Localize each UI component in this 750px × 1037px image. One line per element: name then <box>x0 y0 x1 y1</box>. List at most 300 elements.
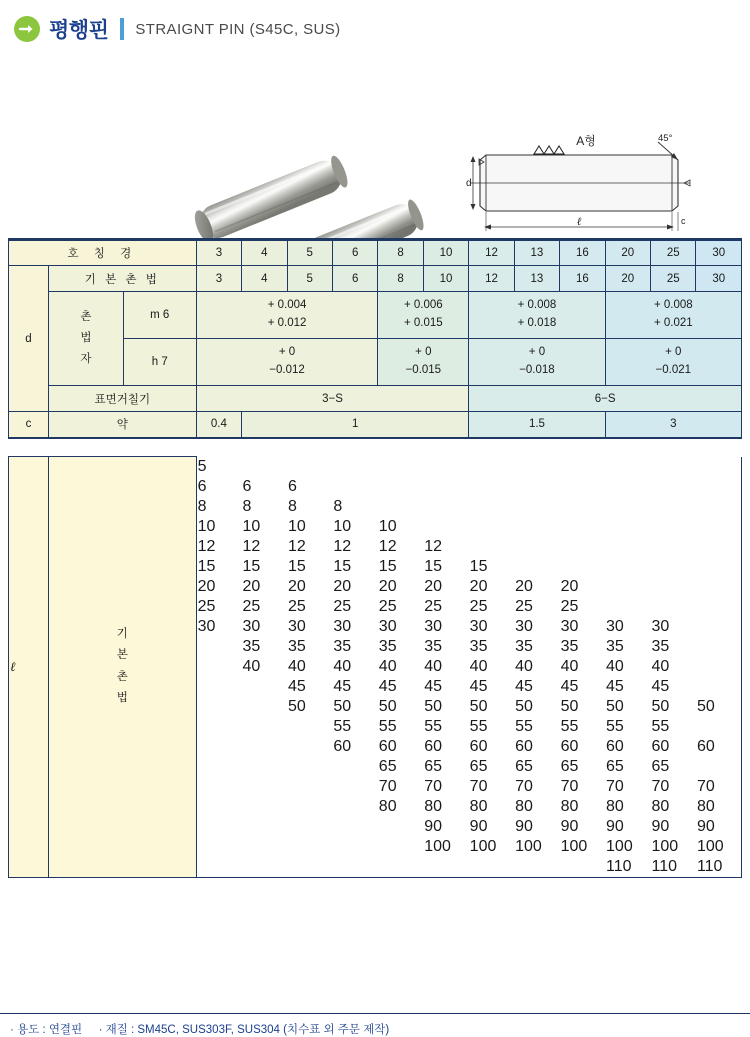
length-value: 12 <box>197 537 216 555</box>
length-value: 45 <box>378 677 397 695</box>
length-empty <box>242 837 287 857</box>
basic-value: 25 <box>651 266 696 292</box>
length-empty <box>378 457 423 477</box>
length-empty <box>605 577 650 597</box>
length-empty <box>378 837 423 857</box>
length-value: 60 <box>560 737 579 755</box>
length-value: 80 <box>651 797 670 815</box>
length-empty <box>287 777 332 797</box>
length-table <box>8 456 742 878</box>
length-value: 25 <box>378 597 397 615</box>
length-empty <box>650 457 695 477</box>
length-value: 55 <box>469 717 488 735</box>
chamfer-value: 1 <box>242 412 469 438</box>
length-empty <box>605 477 650 497</box>
length-value: 12 <box>333 537 352 555</box>
length-empty <box>514 557 559 577</box>
label-group-c: c <box>9 412 49 438</box>
length-value: 45 <box>287 677 306 695</box>
length-value: 20 <box>242 577 261 595</box>
length-empty <box>469 477 514 497</box>
nominal-value: 8 <box>378 240 423 266</box>
length-empty <box>332 837 377 857</box>
length-empty <box>242 677 287 697</box>
length-value: 25 <box>424 597 443 615</box>
tolerance-m6-value: + 0.006 + 0.015 <box>378 292 469 339</box>
length-empty <box>332 777 377 797</box>
length-empty <box>469 517 514 537</box>
length-value: 60 <box>515 737 533 755</box>
length-value: 60 <box>606 737 624 755</box>
length-empty <box>196 737 241 757</box>
label-chamfer-approx: 약 <box>48 412 196 438</box>
length-value: 10 <box>333 517 352 535</box>
nominal-value: 13 <box>514 240 559 266</box>
illustration-band <box>0 46 750 228</box>
length-empty <box>605 457 650 477</box>
length-value: 40 <box>242 657 261 675</box>
length-empty <box>696 637 742 657</box>
length-value: 100 <box>606 837 633 855</box>
length-value: 110 <box>650 857 695 878</box>
length-empty <box>242 797 287 817</box>
length-value: 30 <box>287 617 306 635</box>
tolerance-m6-value: + 0.008 + 0.021 <box>605 292 741 339</box>
length-value: 30 <box>378 617 397 635</box>
length-empty <box>560 557 605 577</box>
length-empty <box>560 517 605 537</box>
length-empty <box>196 677 241 697</box>
basic-value: 12 <box>469 266 514 292</box>
length-value: 40 <box>287 657 306 675</box>
length-empty <box>650 557 695 577</box>
length-value: 30 <box>560 617 579 635</box>
length-empty <box>423 497 468 517</box>
length-empty <box>650 597 695 617</box>
length-value: 20 <box>378 577 397 595</box>
label-m6: m 6 <box>123 292 196 339</box>
length-value: 100 <box>560 837 588 855</box>
length-empty <box>196 777 241 797</box>
length-empty <box>287 737 332 757</box>
length-empty <box>605 517 650 537</box>
length-empty <box>242 717 287 737</box>
length-empty <box>560 477 605 497</box>
length-value: 70 <box>515 777 533 795</box>
length-empty <box>514 457 559 477</box>
nominal-value: 4 <box>242 240 287 266</box>
length-value: 35 <box>242 637 261 655</box>
surface-roughness-value: 3−S <box>196 386 469 412</box>
length-value: 50 <box>424 697 443 715</box>
length-value: 35 <box>469 637 488 655</box>
length-value: 30 <box>606 617 624 635</box>
nominal-value: 10 <box>423 240 468 266</box>
length-empty <box>196 797 241 817</box>
length-value: 35 <box>424 637 443 655</box>
basic-value: 3 <box>196 266 241 292</box>
row-basic-dimension <box>9 266 742 292</box>
length-value: 25 <box>287 597 306 615</box>
length-value: 25 <box>560 597 579 615</box>
length-value: 8 <box>242 497 252 515</box>
length-value: 45 <box>651 677 670 695</box>
length-value: 45 <box>515 677 533 695</box>
length-value: 80 <box>606 797 624 815</box>
length-value: 90 <box>515 817 533 835</box>
length-value: 40 <box>378 657 397 675</box>
length-value: 50 <box>469 697 488 715</box>
length-value: 100 <box>515 837 542 855</box>
length-empty <box>287 837 332 857</box>
length-empty <box>560 457 605 477</box>
label-group-d: d <box>9 266 49 412</box>
length-empty <box>287 457 332 477</box>
label-surface-roughness: 표면거칠기 <box>48 386 196 412</box>
length-value: 60 <box>333 737 352 755</box>
length-value: 40 <box>424 657 443 675</box>
length-empty <box>242 817 287 837</box>
length-value: 55 <box>424 717 443 735</box>
length-value: 100 <box>651 837 679 855</box>
length-value: 20 <box>333 577 352 595</box>
length-value: 90 <box>651 817 670 835</box>
row-nominal-diameter <box>9 240 742 266</box>
page-title-korean: 평행핀 <box>49 19 109 42</box>
length-value: 15 <box>378 557 397 575</box>
dim-l-label: ℓ <box>576 216 582 228</box>
length-empty <box>242 777 287 797</box>
nominal-value: 3 <box>196 240 241 266</box>
length-value: 10 <box>378 517 397 535</box>
row-surface-roughness <box>9 386 742 412</box>
length-value: 80 <box>515 797 533 815</box>
length-value: 50 <box>287 697 306 715</box>
length-value: 6 <box>287 477 297 495</box>
length-value: 55 <box>560 717 579 735</box>
length-value: 35 <box>606 637 624 655</box>
length-empty <box>378 497 423 517</box>
length-empty <box>378 477 423 497</box>
length-value: 50 <box>651 697 670 715</box>
surface-roughness-value: 6−S <box>469 386 742 412</box>
length-value: 65 <box>378 757 397 775</box>
nominal-value: 25 <box>651 240 696 266</box>
length-value: 50 <box>333 697 352 715</box>
length-value: 55 <box>651 717 670 735</box>
length-empty <box>469 857 514 878</box>
length-value: 20 <box>197 577 216 595</box>
specification-table <box>8 238 742 439</box>
length-row <box>9 457 742 477</box>
length-value: 50 <box>515 697 533 715</box>
length-value: 80 <box>469 797 488 815</box>
length-value: 90 <box>560 817 579 835</box>
length-empty <box>196 637 241 657</box>
title-divider <box>120 18 124 40</box>
length-value: 70 <box>469 777 488 795</box>
length-value: 25 <box>469 597 488 615</box>
length-value: 25 <box>242 597 261 615</box>
nominal-value: 6 <box>332 240 377 266</box>
basic-value: 5 <box>287 266 332 292</box>
length-empty <box>242 697 287 717</box>
length-value: 65 <box>651 757 670 775</box>
length-empty <box>514 537 559 557</box>
length-value: 90 <box>469 817 488 835</box>
chamfer-value: 1.5 <box>469 412 605 438</box>
tolerance-h7-value: + 0 −0.018 <box>469 339 605 386</box>
length-empty <box>423 477 468 497</box>
length-empty <box>696 757 742 777</box>
length-value: 50 <box>696 697 742 717</box>
length-empty <box>696 477 742 497</box>
length-value: 15 <box>197 557 216 575</box>
length-value: 8 <box>333 497 343 515</box>
length-value: 8 <box>287 497 297 515</box>
length-value: 30 <box>424 617 443 635</box>
footer-material: · 재질 : SM45C, SUS303F, SUS304 (치수표 외 주문 제작) <box>98 1024 390 1036</box>
length-empty <box>242 757 287 777</box>
length-value: 35 <box>651 637 670 655</box>
tolerance-h7-value: + 0 −0.021 <box>605 339 741 386</box>
length-value: 45 <box>333 677 352 695</box>
arrow-right-icon <box>14 16 40 42</box>
length-value: 12 <box>378 537 397 555</box>
label-tolerance-group: 촌 법 자 <box>48 292 123 386</box>
length-value: 100 <box>696 837 742 857</box>
length-empty <box>650 517 695 537</box>
length-value: 35 <box>333 637 352 655</box>
length-empty <box>242 457 287 477</box>
length-empty <box>287 817 332 837</box>
length-value: 20 <box>424 577 443 595</box>
length-value: 60 <box>378 737 397 755</box>
length-value: 55 <box>378 717 397 735</box>
length-value: 90 <box>606 817 624 835</box>
length-value: 80 <box>696 797 742 817</box>
length-empty <box>196 757 241 777</box>
length-value: 65 <box>606 757 624 775</box>
basic-value: 4 <box>242 266 287 292</box>
length-value: 5 <box>197 457 207 475</box>
length-value: 20 <box>469 577 488 595</box>
nominal-value: 30 <box>696 240 742 266</box>
length-value: 70 <box>560 777 579 795</box>
length-value: 90 <box>424 817 443 835</box>
length-value: 70 <box>606 777 624 795</box>
length-empty <box>514 857 559 878</box>
row-tolerance-m6 <box>9 292 742 339</box>
length-empty <box>242 737 287 757</box>
length-empty <box>196 857 241 878</box>
length-value: 40 <box>469 657 488 675</box>
length-empty <box>696 657 742 677</box>
length-value: 70 <box>651 777 670 795</box>
tolerance-h7-value: + 0 −0.012 <box>196 339 378 386</box>
drawing-type-label: A형 <box>576 134 596 148</box>
length-empty <box>696 517 742 537</box>
length-value: 30 <box>651 617 670 635</box>
length-empty <box>287 857 332 878</box>
length-value: 40 <box>606 657 624 675</box>
length-value: 65 <box>424 757 443 775</box>
length-empty <box>423 517 468 537</box>
length-value: 35 <box>287 637 306 655</box>
length-empty <box>469 497 514 517</box>
length-value: 110 <box>696 857 742 878</box>
length-value: 10 <box>197 517 216 535</box>
length-value: 60 <box>469 737 488 755</box>
basic-value: 8 <box>378 266 423 292</box>
length-empty <box>696 577 742 597</box>
length-empty <box>332 757 377 777</box>
tolerance-m6-value: + 0.004 + 0.012 <box>196 292 378 339</box>
basic-value: 20 <box>605 266 650 292</box>
length-empty <box>605 597 650 617</box>
length-value: 20 <box>560 577 579 595</box>
technical-drawing <box>462 132 710 250</box>
length-value: 50 <box>378 697 397 715</box>
length-empty <box>469 537 514 557</box>
length-empty <box>696 617 742 637</box>
length-value: 65 <box>469 757 488 775</box>
length-empty <box>560 857 605 878</box>
length-empty <box>287 757 332 777</box>
length-value: 100 <box>424 837 451 855</box>
length-empty <box>332 857 377 878</box>
length-empty <box>605 557 650 577</box>
length-value: 80 <box>378 797 397 815</box>
length-value: 6 <box>197 477 207 495</box>
length-empty <box>332 817 377 837</box>
length-empty <box>196 817 241 837</box>
length-empty <box>650 537 695 557</box>
nominal-value: 20 <box>605 240 650 266</box>
footer-usage: · 용도 : 연결핀 <box>10 1024 83 1036</box>
length-value: 8 <box>197 497 207 515</box>
length-value: 40 <box>515 657 533 675</box>
length-value: 12 <box>287 537 306 555</box>
length-value: 15 <box>242 557 261 575</box>
length-value: 40 <box>651 657 670 675</box>
row-chamfer <box>9 412 742 438</box>
length-value: 20 <box>287 577 306 595</box>
length-value: 65 <box>560 757 579 775</box>
length-empty <box>696 597 742 617</box>
length-value: 45 <box>469 677 488 695</box>
length-value: 30 <box>197 617 216 635</box>
length-empty <box>469 457 514 477</box>
length-empty <box>650 497 695 517</box>
length-value: 70 <box>696 777 742 797</box>
length-empty <box>378 857 423 878</box>
length-empty <box>196 657 241 677</box>
length-empty <box>378 817 423 837</box>
page-title-english: STRAIGNT PIN (S45C, SUS) <box>135 20 341 38</box>
length-value: 15 <box>333 557 352 575</box>
length-empty <box>423 457 468 477</box>
length-value: 6 <box>242 477 252 495</box>
angle-label: 45° <box>658 133 673 144</box>
label-group-l: ℓ <box>9 457 49 878</box>
length-empty <box>514 497 559 517</box>
length-value: 90 <box>696 817 742 837</box>
length-empty <box>696 457 742 477</box>
length-empty <box>650 577 695 597</box>
dim-d-label: d <box>466 178 472 189</box>
basic-value: 10 <box>423 266 468 292</box>
nominal-value: 12 <box>469 240 514 266</box>
basic-value: 30 <box>696 266 742 292</box>
length-value: 55 <box>515 717 533 735</box>
length-empty <box>650 477 695 497</box>
chamfer-value: 0.4 <box>196 412 241 438</box>
tolerance-h7-value: + 0 −0.015 <box>378 339 469 386</box>
length-value: 65 <box>515 757 533 775</box>
length-empty <box>196 717 241 737</box>
length-empty <box>560 537 605 557</box>
length-empty <box>332 477 377 497</box>
length-value: 35 <box>515 637 533 655</box>
length-empty <box>696 557 742 577</box>
length-value: 45 <box>560 677 579 695</box>
length-value: 25 <box>197 597 216 615</box>
length-value: 15 <box>287 557 306 575</box>
length-value: 55 <box>606 717 624 735</box>
length-value: 30 <box>333 617 352 635</box>
length-value: 20 <box>515 577 533 595</box>
basic-value: 13 <box>514 266 559 292</box>
length-value: 50 <box>606 697 624 715</box>
length-empty <box>514 477 559 497</box>
dim-c-label: c <box>681 216 686 226</box>
length-value: 60 <box>424 737 443 755</box>
length-empty <box>514 517 559 537</box>
label-basic-dimension: 기 본 촌 법 <box>48 266 196 292</box>
label-basic-dimension-vertical: 기 본 촌 법 <box>48 457 196 878</box>
length-empty <box>696 677 742 697</box>
length-value: 70 <box>378 777 397 795</box>
length-value: 70 <box>424 777 443 795</box>
length-empty <box>696 497 742 517</box>
length-value: 15 <box>469 557 488 575</box>
length-value: 40 <box>333 657 352 675</box>
length-value: 15 <box>424 557 443 575</box>
length-value: 60 <box>651 737 670 755</box>
length-value: 45 <box>606 677 624 695</box>
length-empty <box>423 857 468 878</box>
length-value: 12 <box>424 537 443 555</box>
length-value: 40 <box>560 657 579 675</box>
length-value: 25 <box>333 597 352 615</box>
length-value: 80 <box>560 797 579 815</box>
tolerance-m6-value: + 0.008 + 0.018 <box>469 292 605 339</box>
label-h7: h 7 <box>123 339 196 386</box>
length-value: 35 <box>560 637 579 655</box>
length-empty <box>605 537 650 557</box>
length-value: 110 <box>605 857 650 878</box>
length-value: 25 <box>515 597 533 615</box>
length-value: 30 <box>242 617 261 635</box>
length-value: 100 <box>469 837 497 855</box>
length-empty <box>287 717 332 737</box>
length-empty <box>332 457 377 477</box>
length-value: 50 <box>560 697 579 715</box>
length-value: 80 <box>424 797 443 815</box>
length-value: 55 <box>333 717 352 735</box>
length-value: 10 <box>242 517 261 535</box>
